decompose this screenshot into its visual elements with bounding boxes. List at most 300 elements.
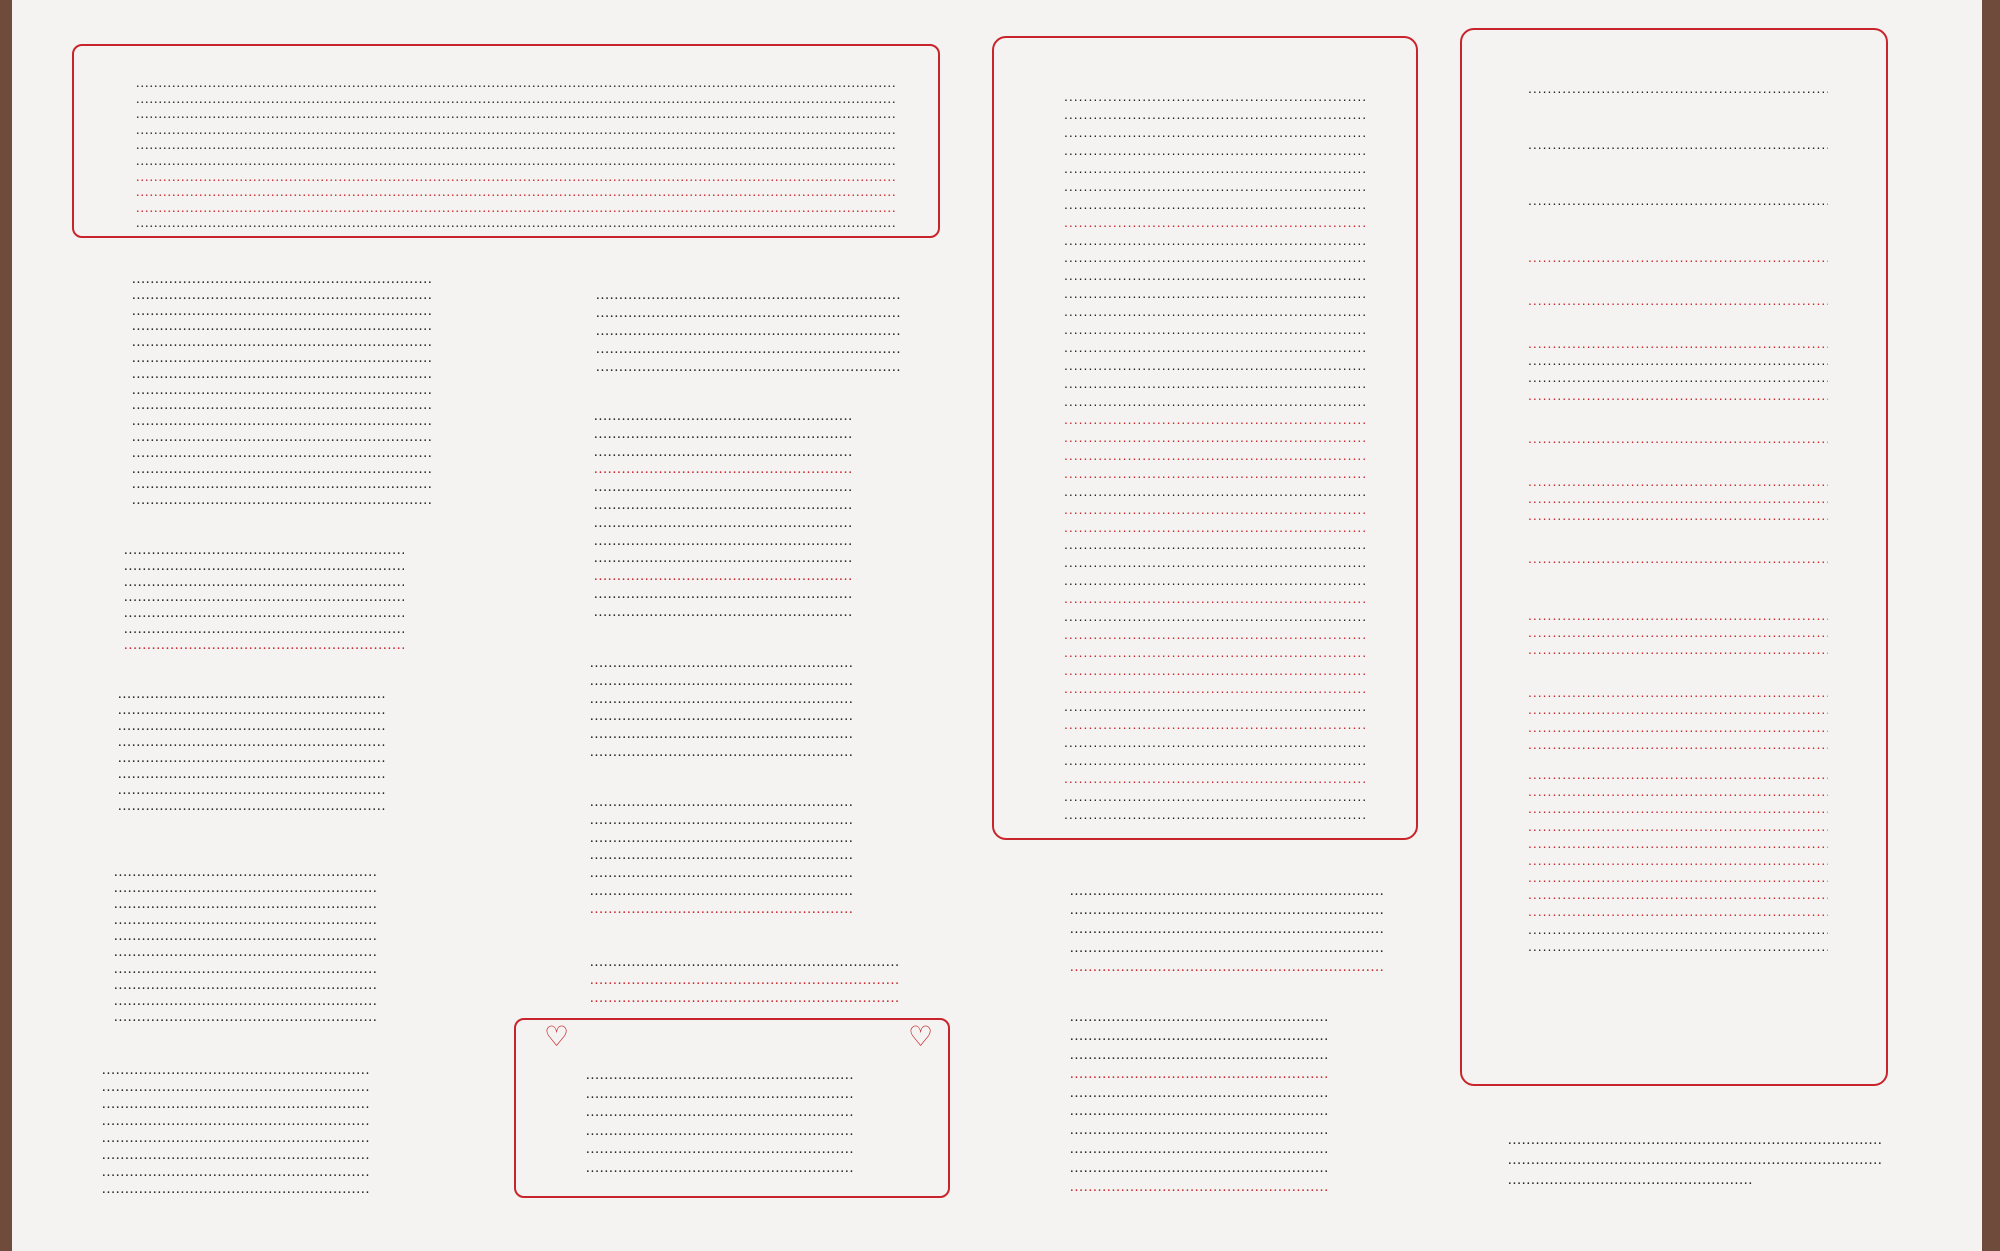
menu-item [1002, 920, 1422, 939]
leader-dots [1064, 285, 1368, 303]
menu-item [1000, 770, 1406, 788]
menu-item [522, 954, 942, 972]
leader-dots [124, 606, 404, 622]
leader-dots [132, 462, 432, 478]
diet-section [522, 1022, 942, 1178]
section-title [1002, 980, 1422, 1008]
leader-dots [102, 1096, 370, 1113]
section-title [522, 242, 942, 270]
menu-item [74, 543, 474, 559]
section-title [522, 768, 942, 794]
leader-dots [594, 461, 854, 479]
menu-item [1000, 752, 1406, 770]
leader-dots [1528, 430, 1828, 447]
menu-item [74, 288, 474, 304]
leader-dots [596, 322, 900, 340]
leader-dots [1528, 292, 1828, 309]
menu-item [1468, 249, 1876, 292]
menu-item [74, 304, 474, 320]
leader-dots [132, 335, 432, 351]
leader-dots [132, 493, 432, 509]
menu-item [1000, 106, 1406, 124]
leader-dots [132, 288, 432, 304]
leader-dots [124, 559, 404, 575]
menu-item [74, 1079, 474, 1096]
menu-item [1468, 818, 1876, 835]
menu-item [1468, 430, 1876, 473]
leader-dots [124, 638, 404, 654]
leader-dots [1064, 106, 1368, 124]
section-title [522, 928, 942, 954]
section-title [74, 248, 474, 272]
menu-item [522, 708, 942, 726]
leader-dots [590, 655, 854, 673]
menu-item [522, 550, 942, 568]
leader-dots [124, 622, 404, 638]
leader-dots [1528, 335, 1828, 352]
wings-row [76, 201, 936, 216]
leader-dots [102, 1062, 370, 1079]
leader-dots [132, 430, 432, 446]
leader-dots [136, 76, 896, 91]
leader-dots [114, 993, 378, 1009]
leader-dots [1528, 624, 1828, 641]
menu-item [522, 408, 942, 426]
leader-dots [1064, 716, 1368, 734]
leader-dots [102, 1181, 370, 1198]
menu-item [1000, 160, 1406, 178]
menu-item [1468, 869, 1876, 886]
menu-item [1468, 736, 1876, 766]
leader-dots [114, 896, 378, 912]
leader-dots [1528, 938, 1828, 955]
menu-item [1002, 1140, 1422, 1159]
menu-item [522, 744, 942, 762]
section-title [1492, 1100, 1932, 1130]
leader-dots [586, 1103, 854, 1122]
menu-item [74, 782, 474, 798]
leader-dots [1508, 1150, 1882, 1170]
leader-dots [590, 883, 854, 901]
leader-dots [1528, 249, 1828, 266]
menu-item [522, 340, 942, 358]
section-title [1002, 852, 1422, 882]
leader-dots [136, 123, 896, 138]
leader-dots [594, 533, 854, 551]
menu-item [74, 961, 474, 977]
leader-dots [1528, 550, 1828, 567]
fried-rice-section [74, 660, 474, 814]
leader-dots [590, 865, 854, 883]
leader-dots [132, 304, 432, 320]
wings-row [76, 170, 936, 185]
menu-item [1468, 292, 1876, 335]
leader-dots [136, 107, 896, 122]
menu-item [1468, 684, 1876, 701]
leader-dots [1528, 783, 1828, 800]
menu-item [1002, 1159, 1422, 1178]
menu-item [74, 944, 474, 960]
beef-section [522, 768, 942, 919]
leader-dots [596, 286, 900, 304]
leader-dots [102, 1164, 370, 1181]
menu-item [522, 655, 942, 673]
menu-item [1002, 882, 1422, 901]
leader-dots [1508, 1170, 1754, 1190]
menu-item [522, 972, 942, 990]
menu-item [522, 586, 942, 604]
menu-item [1000, 142, 1406, 160]
menu-item [1000, 411, 1406, 429]
leader-dots [1064, 375, 1368, 393]
menu-item [1002, 1121, 1422, 1140]
leader-dots [594, 515, 854, 533]
menu-item [74, 622, 474, 638]
leader-dots [1064, 178, 1368, 196]
leader-dots [1528, 701, 1828, 718]
leader-dots [102, 1130, 370, 1147]
menu-item [522, 673, 942, 691]
section-title [74, 660, 474, 686]
leader-dots [1064, 303, 1368, 321]
menu-item [74, 1113, 474, 1130]
leader-dots [132, 414, 432, 430]
leader-dots [1064, 321, 1368, 339]
menu-item [1002, 1178, 1422, 1197]
menu-item [1468, 387, 1876, 430]
leader-dots [1064, 249, 1368, 267]
menu-item [522, 533, 942, 551]
menu-item [1000, 501, 1406, 519]
menu-item [74, 319, 474, 335]
wings-row [76, 123, 936, 138]
leader-dots [132, 446, 432, 462]
menu-item [1000, 429, 1406, 447]
menu-item [74, 351, 474, 367]
menu-item [1002, 901, 1422, 920]
leader-dots [1064, 160, 1368, 178]
menu-item [1002, 1102, 1422, 1121]
leader-dots [1070, 1178, 1330, 1197]
wings-row [76, 107, 936, 122]
menu-item [522, 286, 942, 304]
leader-dots [1528, 607, 1828, 624]
menu-item [1000, 788, 1406, 806]
vegetable-section [522, 928, 942, 1007]
leader-dots [1070, 1008, 1330, 1027]
side-order-section [1492, 1100, 1932, 1190]
leader-dots [1528, 387, 1828, 404]
leader-dots [132, 477, 432, 493]
leader-dots [594, 479, 854, 497]
section-subtitle-row [522, 1048, 942, 1066]
leader-dots [1528, 684, 1828, 701]
leader-dots [136, 154, 896, 169]
leader-dots [118, 766, 386, 782]
leader-dots [1508, 1130, 1882, 1150]
menu-item [74, 864, 474, 880]
menu-item [522, 479, 942, 497]
menu-item [74, 734, 474, 750]
menu-item [1000, 196, 1406, 214]
menu-item [522, 794, 942, 812]
menu-item [1000, 590, 1406, 608]
leader-dots [1070, 1046, 1330, 1065]
leader-dots [1070, 1140, 1330, 1159]
leader-dots [114, 864, 378, 880]
leader-dots [594, 444, 854, 462]
leader-dots [1064, 465, 1368, 483]
leader-dots [596, 358, 900, 376]
menu-item [1000, 303, 1406, 321]
leader-dots [1064, 770, 1368, 788]
menu-item [74, 575, 474, 591]
leader-dots [114, 1009, 378, 1025]
menu-item [1000, 232, 1406, 250]
leader-dots [124, 575, 404, 591]
leader-dots [586, 1122, 854, 1141]
section-title [522, 629, 942, 655]
menu-item [74, 1147, 474, 1164]
menu-item [522, 865, 942, 883]
menu-item [1468, 766, 1876, 783]
leader-dots [1528, 766, 1828, 783]
menu-item [522, 322, 942, 340]
leader-dots [1528, 869, 1828, 886]
leader-dots [590, 972, 900, 990]
leader-dots [1070, 901, 1384, 920]
leader-dots [1528, 473, 1828, 490]
menu-item [522, 1159, 942, 1178]
menu-item [1468, 550, 1876, 606]
menu-item [74, 477, 474, 493]
leader-dots [1064, 142, 1368, 160]
section-subtitle-row [1468, 62, 1876, 80]
menu-item [522, 990, 942, 1008]
leader-dots [118, 702, 386, 718]
leader-dots [1064, 124, 1368, 142]
leader-dots [1528, 852, 1828, 869]
leader-dots [118, 718, 386, 734]
menu-item [1468, 800, 1876, 817]
menu-item [522, 568, 942, 586]
leader-dots [590, 691, 854, 709]
menu-item [1000, 124, 1406, 142]
menu-item [1002, 1065, 1422, 1084]
leader-dots [596, 304, 900, 322]
leader-dots [1528, 903, 1828, 920]
menu-item [1468, 136, 1876, 192]
leader-dots [132, 319, 432, 335]
menu-item [1000, 734, 1406, 752]
leader-dots [114, 880, 378, 896]
leader-dots [136, 138, 896, 153]
leader-dots [590, 726, 854, 744]
menu-item [1492, 1150, 1932, 1170]
menu-item [1468, 624, 1876, 641]
egg-foo-young-section [522, 242, 942, 376]
menu-item [74, 430, 474, 446]
section-title [74, 519, 474, 543]
menu-item [522, 497, 942, 515]
leader-dots [102, 1147, 370, 1164]
leader-dots [1064, 806, 1368, 824]
menu-item [1468, 369, 1876, 386]
menu-item [522, 1103, 942, 1122]
menu-item [74, 702, 474, 718]
leader-dots [132, 367, 432, 383]
menu-item [1468, 641, 1876, 684]
leader-dots [590, 954, 900, 972]
leader-dots [590, 673, 854, 691]
leader-dots [114, 961, 378, 977]
menu-item [522, 1085, 942, 1104]
menu-item [74, 750, 474, 766]
leader-dots [590, 744, 854, 762]
leader-dots [1064, 662, 1368, 680]
menu-item [1002, 1008, 1422, 1027]
menu-item [1492, 1170, 1932, 1190]
leader-dots [1528, 136, 1828, 153]
section-title [74, 820, 474, 846]
leader-dots [590, 708, 854, 726]
menu-item [1000, 716, 1406, 734]
combo-section [1000, 40, 1406, 823]
section-subtitle-row [1000, 70, 1406, 88]
menu-item [74, 766, 474, 782]
leader-dots [136, 185, 896, 200]
menu-item [74, 398, 474, 414]
menu-item [74, 993, 474, 1009]
appetizer-section [74, 248, 474, 509]
menu-item [1000, 178, 1406, 196]
menu-item [1468, 352, 1876, 369]
leader-dots [1064, 267, 1368, 285]
leader-dots [114, 977, 378, 993]
leader-dots [1070, 1065, 1330, 1084]
menu-item [74, 414, 474, 430]
leader-dots [1070, 920, 1384, 939]
leader-dots [136, 92, 896, 107]
leader-dots [132, 383, 432, 399]
leader-dots [594, 604, 854, 622]
wings-row [76, 185, 936, 200]
menu-item [74, 383, 474, 399]
leader-dots [1064, 788, 1368, 806]
leader-dots [118, 798, 386, 814]
wings-row [76, 216, 936, 231]
leader-dots [1070, 1027, 1330, 1046]
menu-item [1000, 536, 1406, 554]
leader-dots [1528, 886, 1828, 903]
leader-dots [1070, 1084, 1330, 1103]
leader-dots [1064, 501, 1368, 519]
leader-dots [590, 990, 900, 1008]
section-subtitle-row [74, 846, 474, 864]
section-title [522, 382, 942, 408]
leader-dots [102, 1113, 370, 1130]
leader-dots [102, 1079, 370, 1096]
leader-dots [1528, 719, 1828, 736]
menu-item [522, 901, 942, 919]
leader-dots [586, 1159, 854, 1178]
menu-item [1000, 572, 1406, 590]
leader-dots [114, 944, 378, 960]
menu-item [1468, 490, 1876, 507]
leader-dots [1528, 921, 1828, 938]
menu-item [74, 718, 474, 734]
leader-dots [1064, 644, 1368, 662]
menu-item [74, 335, 474, 351]
leader-dots [1070, 1102, 1330, 1121]
leader-dots [594, 550, 854, 568]
menu-item [1000, 339, 1406, 357]
section-title [522, 1020, 942, 1053]
leader-dots [118, 782, 386, 798]
section-subtitle-row [522, 270, 942, 286]
menu-item [1000, 626, 1406, 644]
leader-dots [1064, 196, 1368, 214]
leader-dots [1064, 536, 1368, 554]
menu-item [1000, 88, 1406, 106]
menu-item [74, 1164, 474, 1181]
menu-item [1468, 938, 1876, 955]
leader-dots [1064, 214, 1368, 232]
leader-dots [1064, 393, 1368, 411]
menu-item [522, 1140, 942, 1159]
leader-dots [132, 398, 432, 414]
leader-dots [590, 812, 854, 830]
menu-item [1000, 321, 1406, 339]
leader-dots [594, 568, 854, 586]
chefs-section [1468, 32, 1876, 955]
menu-item [74, 896, 474, 912]
leader-dots [1064, 626, 1368, 644]
leader-dots [594, 426, 854, 444]
leader-dots [594, 408, 854, 426]
menu-item [1002, 1046, 1422, 1065]
menu-item [74, 928, 474, 944]
leader-dots [1064, 572, 1368, 590]
leader-dots [1528, 818, 1828, 835]
leader-dots [590, 830, 854, 848]
menu-item [1468, 701, 1876, 718]
menu-item [1000, 214, 1406, 232]
leader-dots [1528, 80, 1828, 97]
menu-item [522, 830, 942, 848]
leader-dots [1064, 429, 1368, 447]
leader-dots [1070, 1121, 1330, 1140]
menu-item [1002, 958, 1422, 977]
leader-dots [114, 912, 378, 928]
menu-item [74, 1181, 474, 1198]
leader-dots [118, 686, 386, 702]
leader-dots [594, 586, 854, 604]
seafood-section [1002, 980, 1422, 1197]
leader-dots [590, 901, 854, 919]
menu-item [522, 812, 942, 830]
leader-dots [586, 1085, 854, 1104]
leader-dots [1528, 352, 1828, 369]
menu-item [1000, 698, 1406, 716]
menu-item [1000, 608, 1406, 626]
menu-item [522, 426, 942, 444]
leader-dots [1064, 752, 1368, 770]
leader-dots [590, 847, 854, 865]
menu-item [522, 604, 942, 622]
menu-item [74, 686, 474, 702]
leader-dots [1064, 590, 1368, 608]
